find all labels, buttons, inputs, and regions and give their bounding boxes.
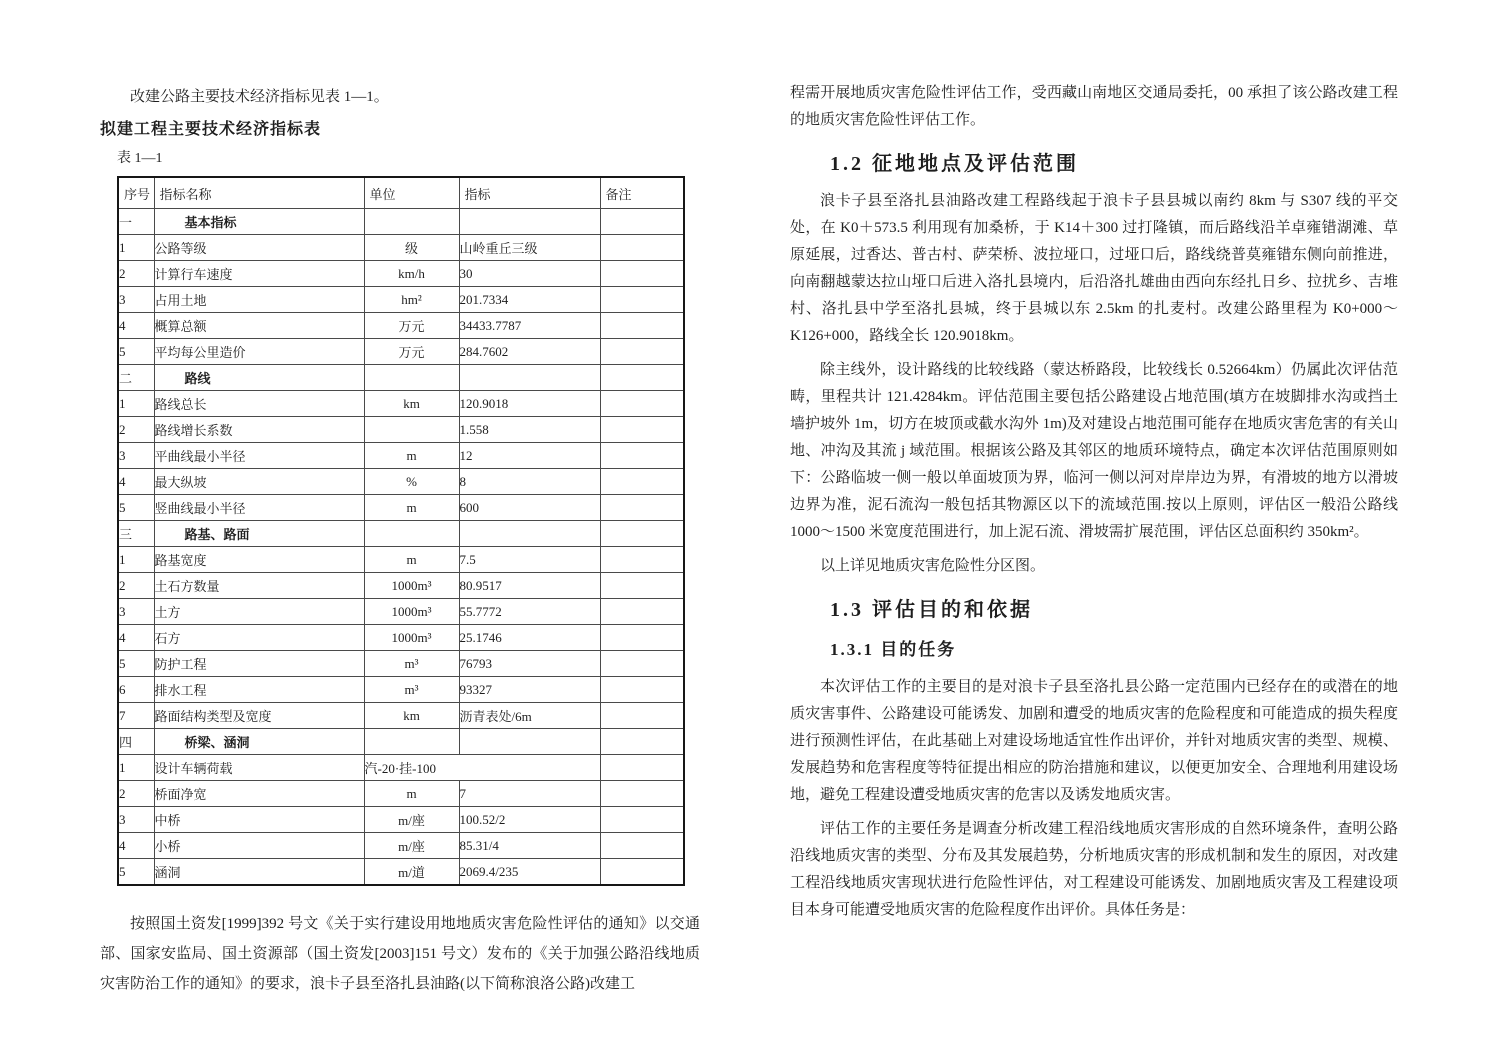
value-cell: 120.9018 [459,391,600,417]
table-row [118,703,684,729]
table-row [118,833,684,859]
table-row [118,443,684,469]
note-cell [600,651,684,677]
value-cell: 34433.7787 [459,313,600,339]
unit-cell: 1000m³ [364,599,459,625]
indicator-name-cell: 概算总额 [154,313,364,339]
table-row [118,573,684,599]
note-cell [600,209,684,235]
unit-cell: m/座 [364,833,459,859]
unit-cell: m³ [364,677,459,703]
zoning-map-note: 以上详见地质灾害危险性分区图。 [820,558,1046,574]
value-cell: 600 [459,495,600,521]
unit-cell [364,209,459,235]
row-number-cell: 5 [118,651,154,677]
table-row [118,313,684,339]
table-section-row [118,729,684,755]
indicator-name-cell: 路基宽度 [154,547,364,573]
indicator-name-cell: 设计车辆荷载 [154,755,364,781]
section-heading-1-2: 1.2 征地地点及评估范围 [830,153,1079,175]
indicator-name-cell: 小桥 [154,833,364,859]
table-header-cell: 指标 [459,177,600,209]
row-number-cell: 3 [118,287,154,313]
indicator-name-cell: 石方 [154,625,364,651]
table-row [118,781,684,807]
row-number-cell: 3 [118,807,154,833]
unit-cell: 级 [364,235,459,261]
merged-unit-value-cell: 汽-20·挂-100 [364,755,600,781]
indicator-name-cell: 最大纵坡 [154,469,364,495]
value-cell: 55.7772 [459,599,600,625]
row-number-cell: 4 [118,313,154,339]
value-cell: 100.52/2 [459,807,600,833]
indicator-name-cell: 路线总长 [154,391,364,417]
note-cell [600,573,684,599]
indicator-name-cell: 平均每公里造价 [154,339,364,365]
indicator-name-cell: 路面结构类型及宽度 [154,703,364,729]
indicator-name-cell: 排水工程 [154,677,364,703]
scope-paragraph: 除主线外，设计路线的比较线路（蒙达桥路段，比较线长 0.52664km）仍属此次评估范畴，里程共计 121.4284km。评估范围主要包括公路建设占地范围(填方在坡脚排水沟或挡土墙护坡外 1m，切方在坡顶或截水沟外 1m)及对建设占地范围可能存在地质灾害危害的有关山地、冲沟及其流 j 域范围。根据该公路及其邻区的地质环境特点，确定本次评估范围原则如下：公路临坡一侧一般以单面坡顶为界，临河一侧以河对岸岸边为界，有滑坡的地方以滑坡边界为准，泥石流沟一般包括其物源区以下的流域范围.按以上原则，评估区一般沿公路线 1000～1500 米宽度范围进行，加上泥石流、滑坡需扩展范围，评估区总面积约 350km²。 [790,362,1398,540]
row-number-cell: 2 [118,781,154,807]
section-heading-1-3: 1.3 评估目的和依据 [830,599,1033,621]
table-header-cell: 单位 [364,177,459,209]
indicator-name-cell: 土方 [154,599,364,625]
note-cell [600,313,684,339]
note-cell [600,339,684,365]
unit-cell: 1000m³ [364,573,459,599]
row-number-cell: 5 [118,495,154,521]
table-row [118,859,684,886]
note-cell [600,235,684,261]
note-cell [600,781,684,807]
row-number-cell: 三 [118,521,154,547]
regulation-paragraph: 按照国土资发[1999]392 号文《关于实行建设用地地质灾害危险性评估的通知》以交通部、国家安监局、国土资源部（国土资发[2003]151 号文）发布的《关于加强公路沿线地质灾害防治工作的通知》的要求，浪卡子县至洛扎县油路(以下简称浪洛公路)改建工 [100,916,700,992]
indicator-name-cell: 防护工程 [154,651,364,677]
indicator-name-cell: 平曲线最小半径 [154,443,364,469]
unit-cell: m [364,443,459,469]
note-cell [600,599,684,625]
table-row [118,651,684,677]
left-page [100,84,700,1006]
table-section-row [118,521,684,547]
note-cell [600,391,684,417]
value-cell: 85.31/4 [459,833,600,859]
note-cell [600,365,684,391]
note-cell [600,443,684,469]
intro-paragraph: 改建公路主要技术经济指标见表 1—1。 [130,89,389,105]
note-cell [600,729,684,755]
unit-cell: 万元 [364,339,459,365]
value-cell: 25.1746 [459,625,600,651]
indicator-name-cell: 路线增长系数 [154,417,364,443]
unit-cell: % [364,469,459,495]
note-cell [600,495,684,521]
indicator-name-cell: 涵洞 [154,859,364,886]
row-number-cell: 1 [118,547,154,573]
value-cell: 76793 [459,651,600,677]
purpose-paragraph: 本次评估工作的主要目的是对浪卡子县至洛扎县公路一定范围内已经存在的或潜在的地质灾害事件、公路建设可能诱发、加剧和遭受的地质灾害的危险程度和可能造成的损失程度进行预测性评估，在此基础上对建设场地适宜性作出评价，并针对地质灾害的类型、规模、发展趋势和危害程度等特征提出相应的防治措施和建议，以便更加安全、合理地利用建设场地，避免工程建设遭受地质灾害的危害以及诱发地质灾害。 [790,679,1398,803]
indicator-name-cell: 土石方数量 [154,573,364,599]
row-number-cell: 3 [118,599,154,625]
value-cell: 80.9517 [459,573,600,599]
unit-cell: km [364,703,459,729]
row-number-cell: 5 [118,339,154,365]
table-row [118,755,684,781]
note-cell [600,807,684,833]
unit-cell: 1000m³ [364,625,459,651]
unit-cell: m/道 [364,859,459,886]
unit-cell: m/座 [364,807,459,833]
indicator-name-cell: 计算行车速度 [154,261,364,287]
value-cell: 2069.4/235 [459,859,600,886]
table-row [118,339,684,365]
note-cell [600,755,684,781]
unit-cell: hm² [364,287,459,313]
table-header-cell: 备注 [600,177,684,209]
row-number-cell: 1 [118,755,154,781]
unit-cell: km [364,391,459,417]
value-cell: 7 [459,781,600,807]
row-number-cell: 4 [118,469,154,495]
note-cell [600,287,684,313]
note-cell [600,261,684,287]
table-title: 拟建工程主要技术经济指标表 [100,121,322,138]
row-number-cell: 二 [118,365,154,391]
table-caption: 表 1—1 [117,151,163,166]
unit-cell [364,521,459,547]
unit-cell [364,729,459,755]
indicator-name-cell: 桥面净宽 [154,781,364,807]
indicator-name-cell: 路基、路面 [154,521,364,547]
unit-cell [364,417,459,443]
table-row [118,235,684,261]
note-cell [600,547,684,573]
tasks-paragraph: 评估工作的主要任务是调查分析改建工程沿线地质灾害形成的自然环境条件，查明公路沿线地质灾害的类型、分布及其发展趋势，分析地质灾害的形成机制和发生的原因，对改建工程沿线地质灾害现状进行危险性评估，对工程建设可能诱发、加剧地质灾害及工程建设项目本身可能遭受地质灾害的危险程度作出评价。具体任务是： [790,821,1398,918]
row-number-cell: 一 [118,209,154,235]
row-number-cell: 7 [118,703,154,729]
unit-cell: km/h [364,261,459,287]
table-row [118,469,684,495]
note-cell [600,677,684,703]
note-cell [600,859,684,886]
table-row [118,807,684,833]
table-header-cell: 指标名称 [154,177,364,209]
value-cell: 8 [459,469,600,495]
value-cell: 1.558 [459,417,600,443]
value-cell: 沥青表处/6m [459,703,600,729]
note-cell [600,703,684,729]
value-cell: 201.7334 [459,287,600,313]
table-row [118,261,684,287]
continuation-paragraph: 程需开展地质灾害危险性评估工作，受西藏山南地区交通局委托，00 承担了该公路改建工程的地质灾害危险性评估工作。 [790,85,1398,128]
unit-cell [364,365,459,391]
indicator-name-cell: 桥梁、涵洞 [154,729,364,755]
table-header-row [118,177,684,209]
table-row [118,599,684,625]
value-cell [459,365,600,391]
indicator-name-cell: 竖曲线最小半径 [154,495,364,521]
indicator-name-cell: 路线 [154,365,364,391]
unit-cell: m [364,781,459,807]
right-page [790,80,1398,931]
value-cell: 30 [459,261,600,287]
indicator-name-cell: 中桥 [154,807,364,833]
value-cell: 山岭重丘三级 [459,235,600,261]
note-cell [600,833,684,859]
route-paragraph: 浪卡子县至洛扎县油路改建工程路线起于浪卡子县县城以南约 8km 与 S307 线的平交处，在 K0＋573.5 利用现有加桑桥，于 K14＋300 过打隆镇，而后路线沿羊卓雍错湖滩、草原延展，过香达、普古村、萨荣桥、波拉垭口，过垭口后，路线绕普莫雍错东侧向前推进，向南翻越蒙达拉山垭口后进入洛扎县境内，后沿洛扎雄曲由西向东经扎日乡、拉扰乡、吉堆村、洛扎县中学至洛扎县城，终于县城以东 2.5km 的扎麦村。改建公路里程为 K0+000～K126+000，路线全长 120.9018km。 [790,193,1398,344]
table-row [118,625,684,651]
table-row [118,287,684,313]
note-cell [600,625,684,651]
unit-cell: m³ [364,651,459,677]
row-number-cell: 2 [118,417,154,443]
note-cell [600,417,684,443]
unit-cell: 万元 [364,313,459,339]
table-section-row [118,209,684,235]
row-number-cell: 4 [118,833,154,859]
unit-cell: m [364,495,459,521]
table-row [118,391,684,417]
indicator-name-cell: 基本指标 [154,209,364,235]
row-number-cell: 6 [118,677,154,703]
section-heading-1-3-1: 1.3.1 目的任务 [830,640,957,659]
table-section-row [118,365,684,391]
value-cell [459,209,600,235]
row-number-cell: 2 [118,261,154,287]
table-row [118,547,684,573]
row-number-cell: 1 [118,391,154,417]
value-cell: 7.5 [459,547,600,573]
row-number-cell: 4 [118,625,154,651]
row-number-cell: 2 [118,573,154,599]
table-row [118,677,684,703]
indicators-table [117,176,685,886]
value-cell: 284.7602 [459,339,600,365]
note-cell [600,469,684,495]
table-header-cell: 序号 [118,177,154,209]
row-number-cell: 3 [118,443,154,469]
row-number-cell: 四 [118,729,154,755]
indicator-name-cell: 公路等级 [154,235,364,261]
value-cell [459,521,600,547]
indicator-name-cell: 占用土地 [154,287,364,313]
note-cell [600,521,684,547]
unit-cell: m [364,547,459,573]
value-cell [459,729,600,755]
row-number-cell: 1 [118,235,154,261]
value-cell: 93327 [459,677,600,703]
table-row [118,495,684,521]
value-cell: 12 [459,443,600,469]
table-row [118,417,684,443]
row-number-cell: 5 [118,859,154,886]
